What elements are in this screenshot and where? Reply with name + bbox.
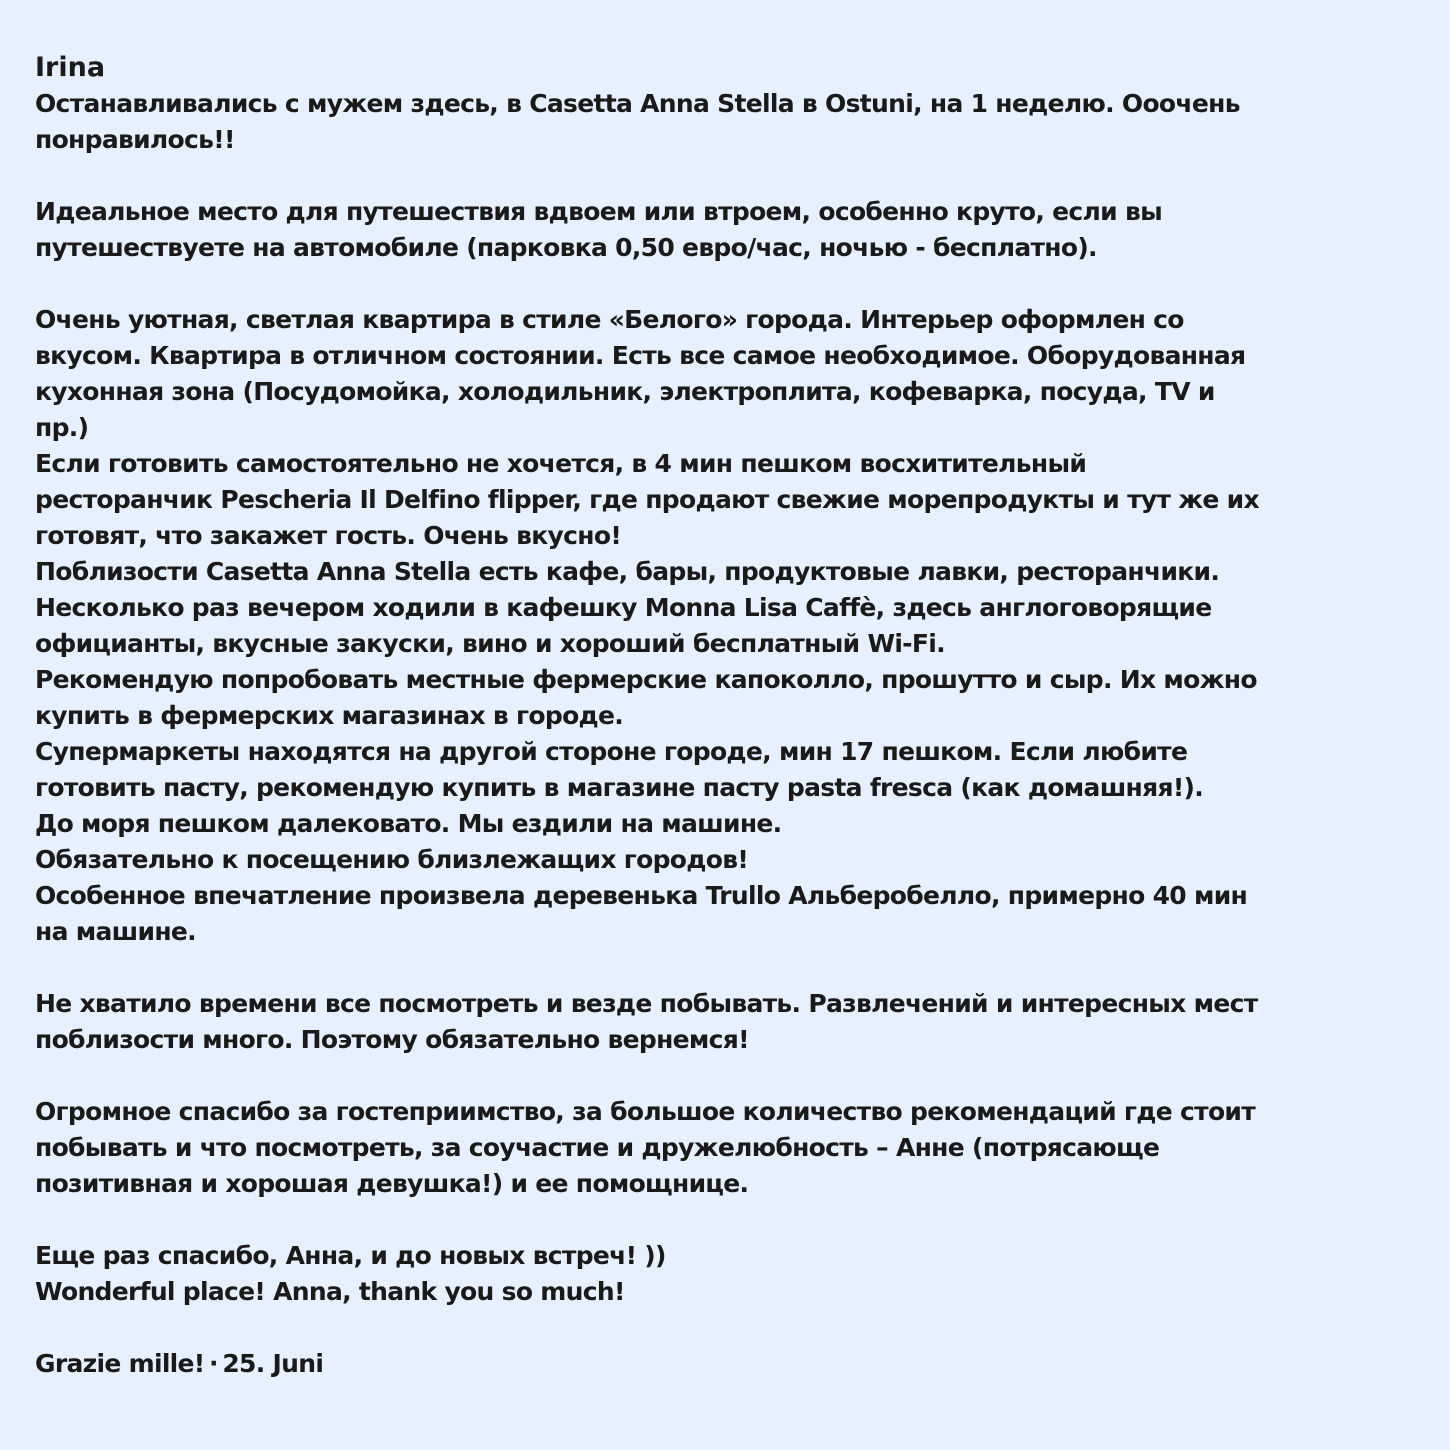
review-line: поблизости много. Поэтому обязательно вернемся! [35,1025,749,1054]
review-line: официанты, вкусные закуски, вино и хороший бесплатный Wi-Fi. [35,629,945,658]
review-line: Обязательно к посещению близлежащих городов! [35,845,749,874]
review-line: Останавливались с мужем здесь, в Casetta Anna Stella в Ostuni, на 1 неделю. Ооочень [35,89,1240,118]
review-line: Wonderful place! Anna, thank you so much! [35,1277,625,1306]
review-line: на машине. [35,917,196,946]
review-line: Поблизости Casetta Anna Stella есть кафе, бары, продуктовые лавки, ресторанчики. [35,557,1220,586]
review-line: путешествуете на автомобиле (парковка 0,50 евро/час, ночью - бесплатно). [35,233,1097,262]
review-author: Irina [35,52,106,83]
review-card [35,48,1420,1382]
paragraph-gap [35,1202,1420,1238]
paragraph-gap [35,1058,1420,1094]
paragraph-gap [35,950,1420,986]
review-line: Огромное спасибо за гостеприимство, за большое количество рекомендаций где стоит [35,1097,1256,1126]
review-line: Очень уютная, светлая квартира в стиле «Белого» города. Интерьер оформлен со [35,305,1184,334]
paragraph-gap [35,266,1420,302]
review-line: Несколько раз вечером ходили в кафешку Monna Lisa Caffè, здесь англоговорящие [35,593,1212,622]
review-line: Если готовить самостоятельно не хочется, в 4 мин пешком восхитительный [35,449,1087,478]
review-line: кухонная зона (Посудомойка, холодильник, электроплита, кофеварка, посуда, TV и [35,377,1215,406]
review-line: ресторанчик Pescheria Il Delfino flipper, где продают свежие морепродукты и тут же их [35,485,1259,514]
review-line: Особенное впечатление произвела деревенька Trullo Альберобелло, примерно 40 мин [35,881,1248,910]
date-separator: · [209,1349,218,1378]
review-line: Еще раз спасибо, Анна, и до новых встреч! )) [35,1241,666,1270]
review-footer [35,1346,1420,1382]
review-line: Не хватило времени все посмотреть и везде побывать. Развлечений и интересных мест [35,989,1258,1018]
review-line: понравилось!! [35,125,235,154]
review-line: До моря пешком далековато. Мы ездили на машине. [35,809,782,838]
review-line: купить в фермерских магазинах в городе. [35,701,624,730]
review-line: Идеальное место для путешествия вдвоем или втроем, особенно круто, если вы [35,197,1163,226]
review-line: побывать и что посмотреть, за соучастие и дружелюбность – Анне (потрясающе [35,1133,1160,1162]
review-line: готовить пасту, рекомендую купить в магазине пасту pasta fresca (как домашняя!). [35,773,1204,802]
review-closing: Grazie mille! [35,1349,205,1378]
review-line: готовят, что закажет гость. Очень вкусно! [35,521,622,550]
review-line: позитивная и хорошая девушка!) и ее помощнице. [35,1169,749,1198]
paragraph-gap [35,158,1420,194]
review-text [35,86,1420,1382]
review-line: пр.) [35,413,89,442]
paragraph-gap [35,1310,1420,1346]
review-date: 25. Juni [222,1349,324,1378]
review-line: вкусом. Квартира в отличном состоянии. Есть все самое необходимое. Оборудованная [35,341,1246,370]
review-line: Рекомендую попробовать местные фермерские капоколло, прошутто и сыр. Их можно [35,665,1257,694]
review-line: Супермаркеты находятся на другой стороне городе, мин 17 пешком. Если любите [35,737,1188,766]
